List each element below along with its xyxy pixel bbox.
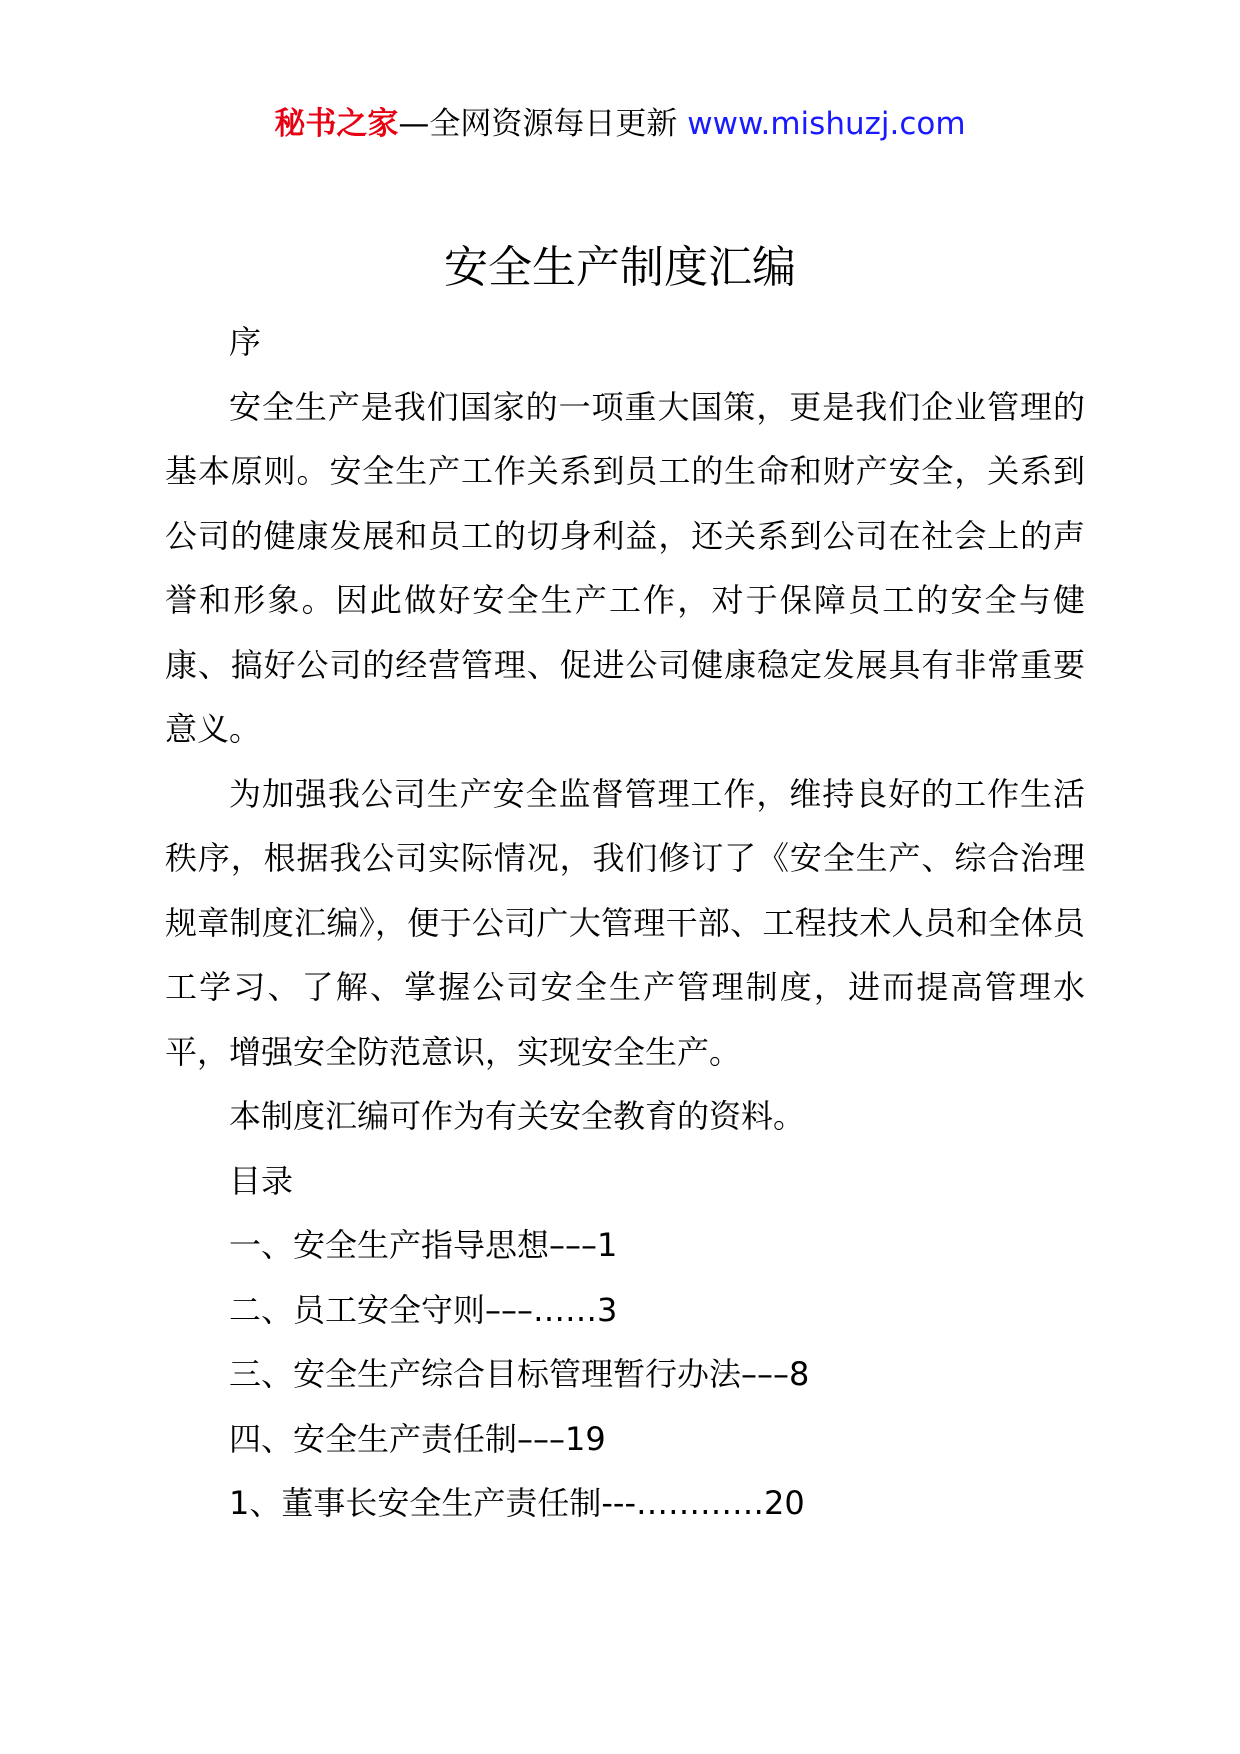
document-body (165, 310, 1085, 1536)
toc-item: 一、安全生产指导思想–––1 (229, 1226, 618, 1264)
header-tagline: —全网资源每日更新 (398, 106, 688, 142)
brand-name: 秘书之家 (274, 106, 399, 142)
toc-item: 三、安全生产综合目标管理暂行办法–––8 (229, 1355, 810, 1393)
preface-heading: 序 (229, 323, 262, 361)
toc-item: 1、董事长安全生产责任制---…………20 (229, 1484, 805, 1522)
document-title: 安全生产制度汇编 (444, 242, 796, 293)
toc-item: 四、安全生产责任制–––19 (229, 1419, 606, 1458)
toc-heading: 目录 (229, 1161, 294, 1200)
body-paragraph: 为加强我公司生产安全监督管理工作，维持良好的工作生活秩序，根据我公司实际情况，我们修订了《安全生产、综合治理规章制度汇编》，便于公司广大管理干部、工程技术人员和全体员工学习、了解、掌握公司安全生产管理制度，进而提高管理水平，增强安全防范意识，实现安全生产。 (165, 774, 1085, 1071)
body-paragraph: 本制度汇编可作为有关安全教育的资料。 (229, 1097, 806, 1135)
site-url[interactable]: www.mishuzj.com (687, 106, 966, 142)
toc-item: 二、员工安全守则–––……3 (229, 1290, 618, 1329)
site-header (0, 100, 1240, 148)
body-paragraph: 安全生产是我们国家的一项重大国策，更是我们企业管理的基本原则。安全生产工作关系到员工的生命和财产安全，关系到公司的健康发展和员工的切身利益，还关系到公司在社会上的声誉和形象。因此做好安全生产工作，对于保障员工的安全与健康、搞好公司的经营管理、促进公司健康稳定发展具有非常重要意义。 (165, 387, 1085, 748)
